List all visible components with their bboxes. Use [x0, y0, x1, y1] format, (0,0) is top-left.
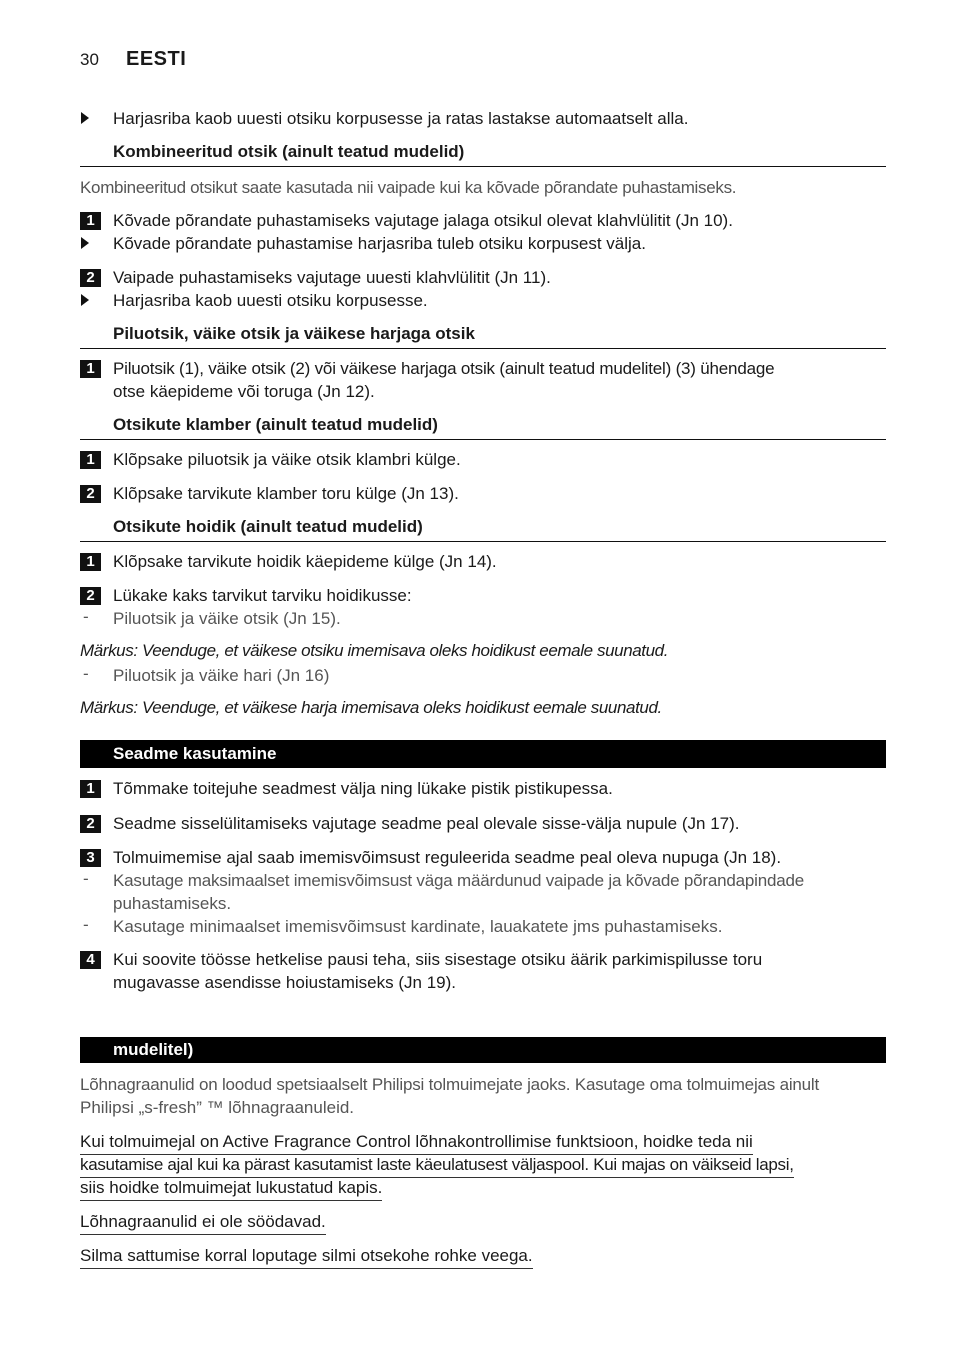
bullet-triangle-icon [81, 237, 89, 249]
step-number: 1 [80, 553, 101, 571]
fragrance-warning3: Silma sattumise korral loputage silmi otsekohe rohke veega. [80, 1244, 533, 1269]
combi-title: Kombineeritud otsik (ainult teatud mudelid) [113, 142, 465, 161]
section-rule [80, 166, 886, 167]
usage-dash1-line1: Kasutage maksimaalset imemisvõimsust väga määrdunud vaipade ja kõvade põrandapindade [113, 871, 804, 890]
clip-step2: Klõpsake tarvikute klamber toru külge (Jn 13). [113, 484, 459, 503]
dash-marker: - [83, 869, 89, 888]
clip-title: Otsikute klamber (ainult teatud mudelid) [113, 415, 438, 434]
step-number: 2 [80, 815, 101, 833]
holder-note1: Märkus: Veenduge, et väikese otsiku imemisava oleks hoidikust eemale suunatud. [80, 641, 669, 660]
combi-step1: Kõvade põrandate puhastamiseks vajutage jalaga otsikul olevat klahvlülitit (Jn 10). [113, 211, 733, 230]
usage-dash1-line2: puhastamiseks. [113, 894, 232, 913]
holder-note2: Märkus: Veenduge, et väikese harja imemisava oleks hoidikust eemale suunatud. [80, 698, 662, 717]
usage-section-bar [80, 740, 886, 768]
bullet-triangle-icon [81, 294, 89, 306]
usage-step3: Tolmuimemise ajal saab imemisvõimsust reguleerida seadme peal oleva nupuga (Jn 18). [113, 848, 782, 867]
crevice-title: Piluotsik, väike otsik ja väikese harjaga otsik [113, 324, 475, 343]
language-heading: EESTI [126, 48, 187, 70]
step-number: 1 [80, 212, 101, 230]
section-rule [80, 439, 886, 440]
section-rule [80, 348, 886, 349]
holder-step1: Klõpsake tarvikute hoidik käepideme külge (Jn 14). [113, 552, 497, 571]
fragrance-warning1-line2: kasutamise ajal kui ka pärast kasutamist laste käeulatusest väljaspool. Kui majas on väikseid lapsi, [80, 1153, 794, 1178]
fragrance-section-bar [80, 1037, 886, 1063]
usage-step1: Tõmmake toitejuhe seadmest välja ning lükake pistik pistikupessa. [113, 779, 613, 798]
step-number: 4 [80, 951, 101, 969]
clip-step1: Klõpsake piluotsik ja väike otsik klambri külge. [113, 450, 461, 469]
step-number: 2 [80, 269, 101, 287]
usage-step2: Seadme sisselülitamiseks vajutage seadme peal olevale sisse-välja nupule (Jn 17). [113, 814, 740, 833]
fragrance-warning1-line3: siis hoidke tolmuimejat lukustatud kapis. [80, 1176, 382, 1201]
dash-marker: - [83, 607, 89, 626]
dash-marker: - [83, 664, 89, 683]
dash-marker: - [83, 915, 89, 934]
bullet-triangle-icon [81, 112, 89, 124]
step-number: 2 [80, 485, 101, 503]
usage-title: Seadme kasutamine [113, 744, 277, 763]
intro-bullet-text: Harjasriba kaob uuesti otsiku korpusesse ja ratas lastakse automaatselt alla. [113, 109, 689, 128]
fragrance-warning1-line1: Kui tolmuimejal on Active Fragrance Control lõhnakontrollimise funktsioon, hoidke teda nii [80, 1130, 753, 1155]
fragrance-p1-line2: Philipsi „s-fresh” ™ lõhnagraanuleid. [80, 1098, 355, 1117]
section-rule [80, 541, 886, 542]
holder-step2: Lükake kaks tarvikut tarviku hoidikusse: [113, 586, 412, 605]
holder-title: Otsikute hoidik (ainult teatud mudelid) [113, 517, 423, 536]
crevice-step1-line2: otse käepideme või toruga (Jn 12). [113, 382, 375, 401]
combi-description: Kombineeritud otsikut saate kasutada nii vaipade kui ka kõvade põrandate puhastamiseks. [80, 178, 737, 197]
holder-dash2: Piluotsik ja väike hari (Jn 16) [113, 666, 330, 685]
fragrance-p1-line1: Lõhnagraanulid on loodud spetsiaalselt Philipsi tolmuimejate jaoks. Kasutage oma tolmuimejas ainult [80, 1075, 820, 1094]
usage-step4-line2: mugavasse asendisse hoiustamiseks (Jn 19). [113, 973, 456, 992]
step-number: 1 [80, 360, 101, 378]
crevice-step1-line1: Piluotsik (1), väike otsik (2) või väikese harjaga otsik (ainult teatud mudelitel) (3) ühendage [113, 359, 775, 378]
step-number: 1 [80, 451, 101, 469]
step-number: 2 [80, 587, 101, 605]
step-number: 1 [80, 780, 101, 798]
page-number: 30 [80, 50, 99, 69]
combi-bullet2: Harjasriba kaob uuesti otsiku korpusesse. [113, 291, 428, 310]
fragrance-title: mudelitel) [113, 1040, 194, 1059]
usage-dash2: Kasutage minimaalset imemisvõimsust kardinate, lauakatete jms puhastamiseks. [113, 917, 723, 936]
holder-dash1: Piluotsik ja väike otsik (Jn 15). [113, 609, 341, 628]
usage-step4-line1: Kui soovite töösse hetkelise pausi teha, siis sisestage otsiku äärik parkimispilusse toru [113, 950, 763, 969]
combi-step2: Vaipade puhastamiseks vajutage uuesti klahvlülitit (Jn 11). [113, 268, 551, 287]
combi-bullet1: Kõvade põrandate puhastamise harjasriba tuleb otsiku korpusest välja. [113, 234, 646, 253]
fragrance-warning2: Lõhnagraanulid ei ole söödavad. [80, 1210, 326, 1235]
step-number: 3 [80, 849, 101, 867]
